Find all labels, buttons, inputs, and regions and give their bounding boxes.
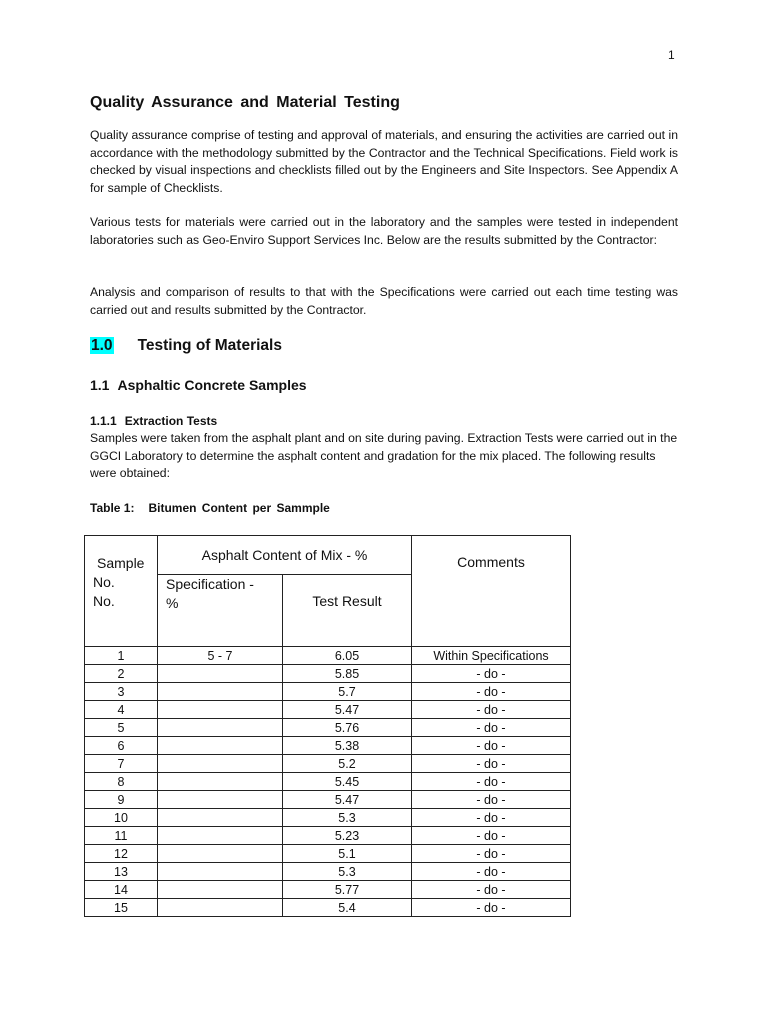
cell-sample: 11: [85, 827, 158, 845]
cell-test-result: 5.47: [283, 791, 412, 809]
cell-sample: 1: [85, 647, 158, 665]
table-row: [85, 899, 571, 917]
cell-test-result: 5.1: [283, 845, 412, 863]
cell-specification: [158, 683, 283, 701]
cell-specification: 5 - 7: [158, 647, 283, 665]
cell-specification: [158, 881, 283, 899]
table-row: [85, 881, 571, 899]
cell-specification: [158, 845, 283, 863]
table-row: [85, 755, 571, 773]
document-title: Quality Assurance and Material Testing: [90, 94, 400, 111]
cell-specification: [158, 701, 283, 719]
cell-test-result: 5.7: [283, 683, 412, 701]
table-row: [85, 665, 571, 683]
cell-comment: - do -: [412, 665, 571, 683]
header-sample-line1: Sample: [97, 555, 145, 571]
cell-comment: - do -: [412, 845, 571, 863]
table-caption-label: Table 1:: [90, 501, 135, 515]
table-row: [85, 827, 571, 845]
cell-comment: - do -: [412, 701, 571, 719]
cell-sample: 10: [85, 809, 158, 827]
header-sample-line3: No.: [93, 593, 115, 609]
table-row: [85, 647, 571, 665]
section-heading: [90, 337, 282, 355]
paragraph-extraction-tests: Samples were taken from the asphalt plant and on site during paving. Extraction Tests were carried out in the GGCI Laboratory to determine the asphalt content and gradation for the mix placed. The following results were obtained:: [90, 431, 678, 480]
cell-sample: 5: [85, 719, 158, 737]
cell-comment: - do -: [412, 683, 571, 701]
table-row: [85, 773, 571, 791]
paragraph-analysis: Analysis and comparison of results to that with the Specifications were carried out each time testing was carried out and results submitted by the Contractor.: [90, 285, 678, 317]
cell-comment: - do -: [412, 755, 571, 773]
cell-test-result: 5.3: [283, 863, 412, 881]
cell-sample: 13: [85, 863, 158, 881]
header-comments: Comments: [412, 536, 571, 647]
subsection-heading: [90, 377, 307, 393]
cell-test-result: 5.3: [283, 809, 412, 827]
cell-specification: [158, 899, 283, 917]
table-caption-title: Bitumen Content per Sammple: [148, 501, 330, 515]
header-test-result: Test Result: [283, 575, 412, 647]
section-title: Testing of Materials: [137, 337, 282, 354]
cell-test-result: 5.23: [283, 827, 412, 845]
cell-sample: 4: [85, 701, 158, 719]
cell-test-result: 5.45: [283, 773, 412, 791]
cell-comment: - do -: [412, 863, 571, 881]
cell-comment: - do -: [412, 881, 571, 899]
cell-sample: 9: [85, 791, 158, 809]
subsection-number: 1.1: [90, 377, 110, 393]
header-specification: [158, 575, 283, 647]
paragraph-various-tests: Various tests for materials were carried out in the laboratory and the samples were tested in independent laboratories such as Geo-Enviro Support Services Inc. Below are the results submitted by the Contractor:: [90, 215, 678, 247]
cell-test-result: 5.4: [283, 899, 412, 917]
cell-comment: - do -: [412, 809, 571, 827]
page-number: 1: [668, 48, 675, 62]
cell-test-result: 6.05: [283, 647, 412, 665]
table-row: [85, 701, 571, 719]
cell-comment: Within Specifications: [412, 647, 571, 665]
header-sample-no: [85, 536, 158, 647]
header-specification-line2: %: [166, 595, 179, 612]
cell-test-result: 5.2: [283, 755, 412, 773]
table-row: [85, 809, 571, 827]
cell-sample: 6: [85, 737, 158, 755]
cell-sample: 15: [85, 899, 158, 917]
header-asphalt-content: Asphalt Content of Mix - %: [158, 536, 412, 575]
cell-specification: [158, 665, 283, 683]
table-row: [85, 683, 571, 701]
cell-sample: 14: [85, 881, 158, 899]
cell-comment: - do -: [412, 719, 571, 737]
cell-sample: 8: [85, 773, 158, 791]
cell-test-result: 5.76: [283, 719, 412, 737]
cell-comment: - do -: [412, 773, 571, 791]
table-caption: [90, 501, 330, 515]
header-sample-line2: No.: [93, 574, 115, 590]
subsubsection-heading: [90, 414, 217, 428]
subsection-title: Asphaltic Concrete Samples: [117, 377, 307, 393]
cell-comment: - do -: [412, 737, 571, 755]
cell-sample: 3: [85, 683, 158, 701]
table-row: [85, 791, 571, 809]
cell-specification: [158, 737, 283, 755]
bitumen-content-table: [84, 535, 571, 917]
table-row: [85, 863, 571, 881]
cell-specification: [158, 863, 283, 881]
header-specification-line1: Specification -: [166, 576, 254, 593]
cell-specification: [158, 719, 283, 737]
cell-specification: [158, 755, 283, 773]
cell-sample: 12: [85, 845, 158, 863]
cell-specification: [158, 809, 283, 827]
table-row: [85, 737, 571, 755]
cell-specification: [158, 827, 283, 845]
table-row: [85, 845, 571, 863]
cell-test-result: 5.38: [283, 737, 412, 755]
cell-sample: 2: [85, 665, 158, 683]
cell-specification: [158, 773, 283, 791]
cell-comment: - do -: [412, 827, 571, 845]
subsubsection-number: 1.1.1: [90, 414, 117, 428]
cell-test-result: 5.77: [283, 881, 412, 899]
table-body: [85, 647, 571, 917]
cell-specification: [158, 791, 283, 809]
cell-comment: - do -: [412, 791, 571, 809]
paragraph-quality-assurance: Quality assurance comprise of testing and approval of materials, and ensuring the activities are carried out in accordance with the methodology submitted by the Contractor and the Technical Specifications. Field work is checked by visual inspections and checklists filled out by the Engineers and Site Inspectors. See Appendix A for sample of Checklists.: [90, 128, 678, 195]
cell-sample: 7: [85, 755, 158, 773]
cell-comment: - do -: [412, 899, 571, 917]
cell-test-result: 5.85: [283, 665, 412, 683]
table-row: [85, 719, 571, 737]
cell-test-result: 5.47: [283, 701, 412, 719]
subsubsection-title: Extraction Tests: [124, 414, 218, 428]
section-number: 1.0: [91, 337, 113, 354]
